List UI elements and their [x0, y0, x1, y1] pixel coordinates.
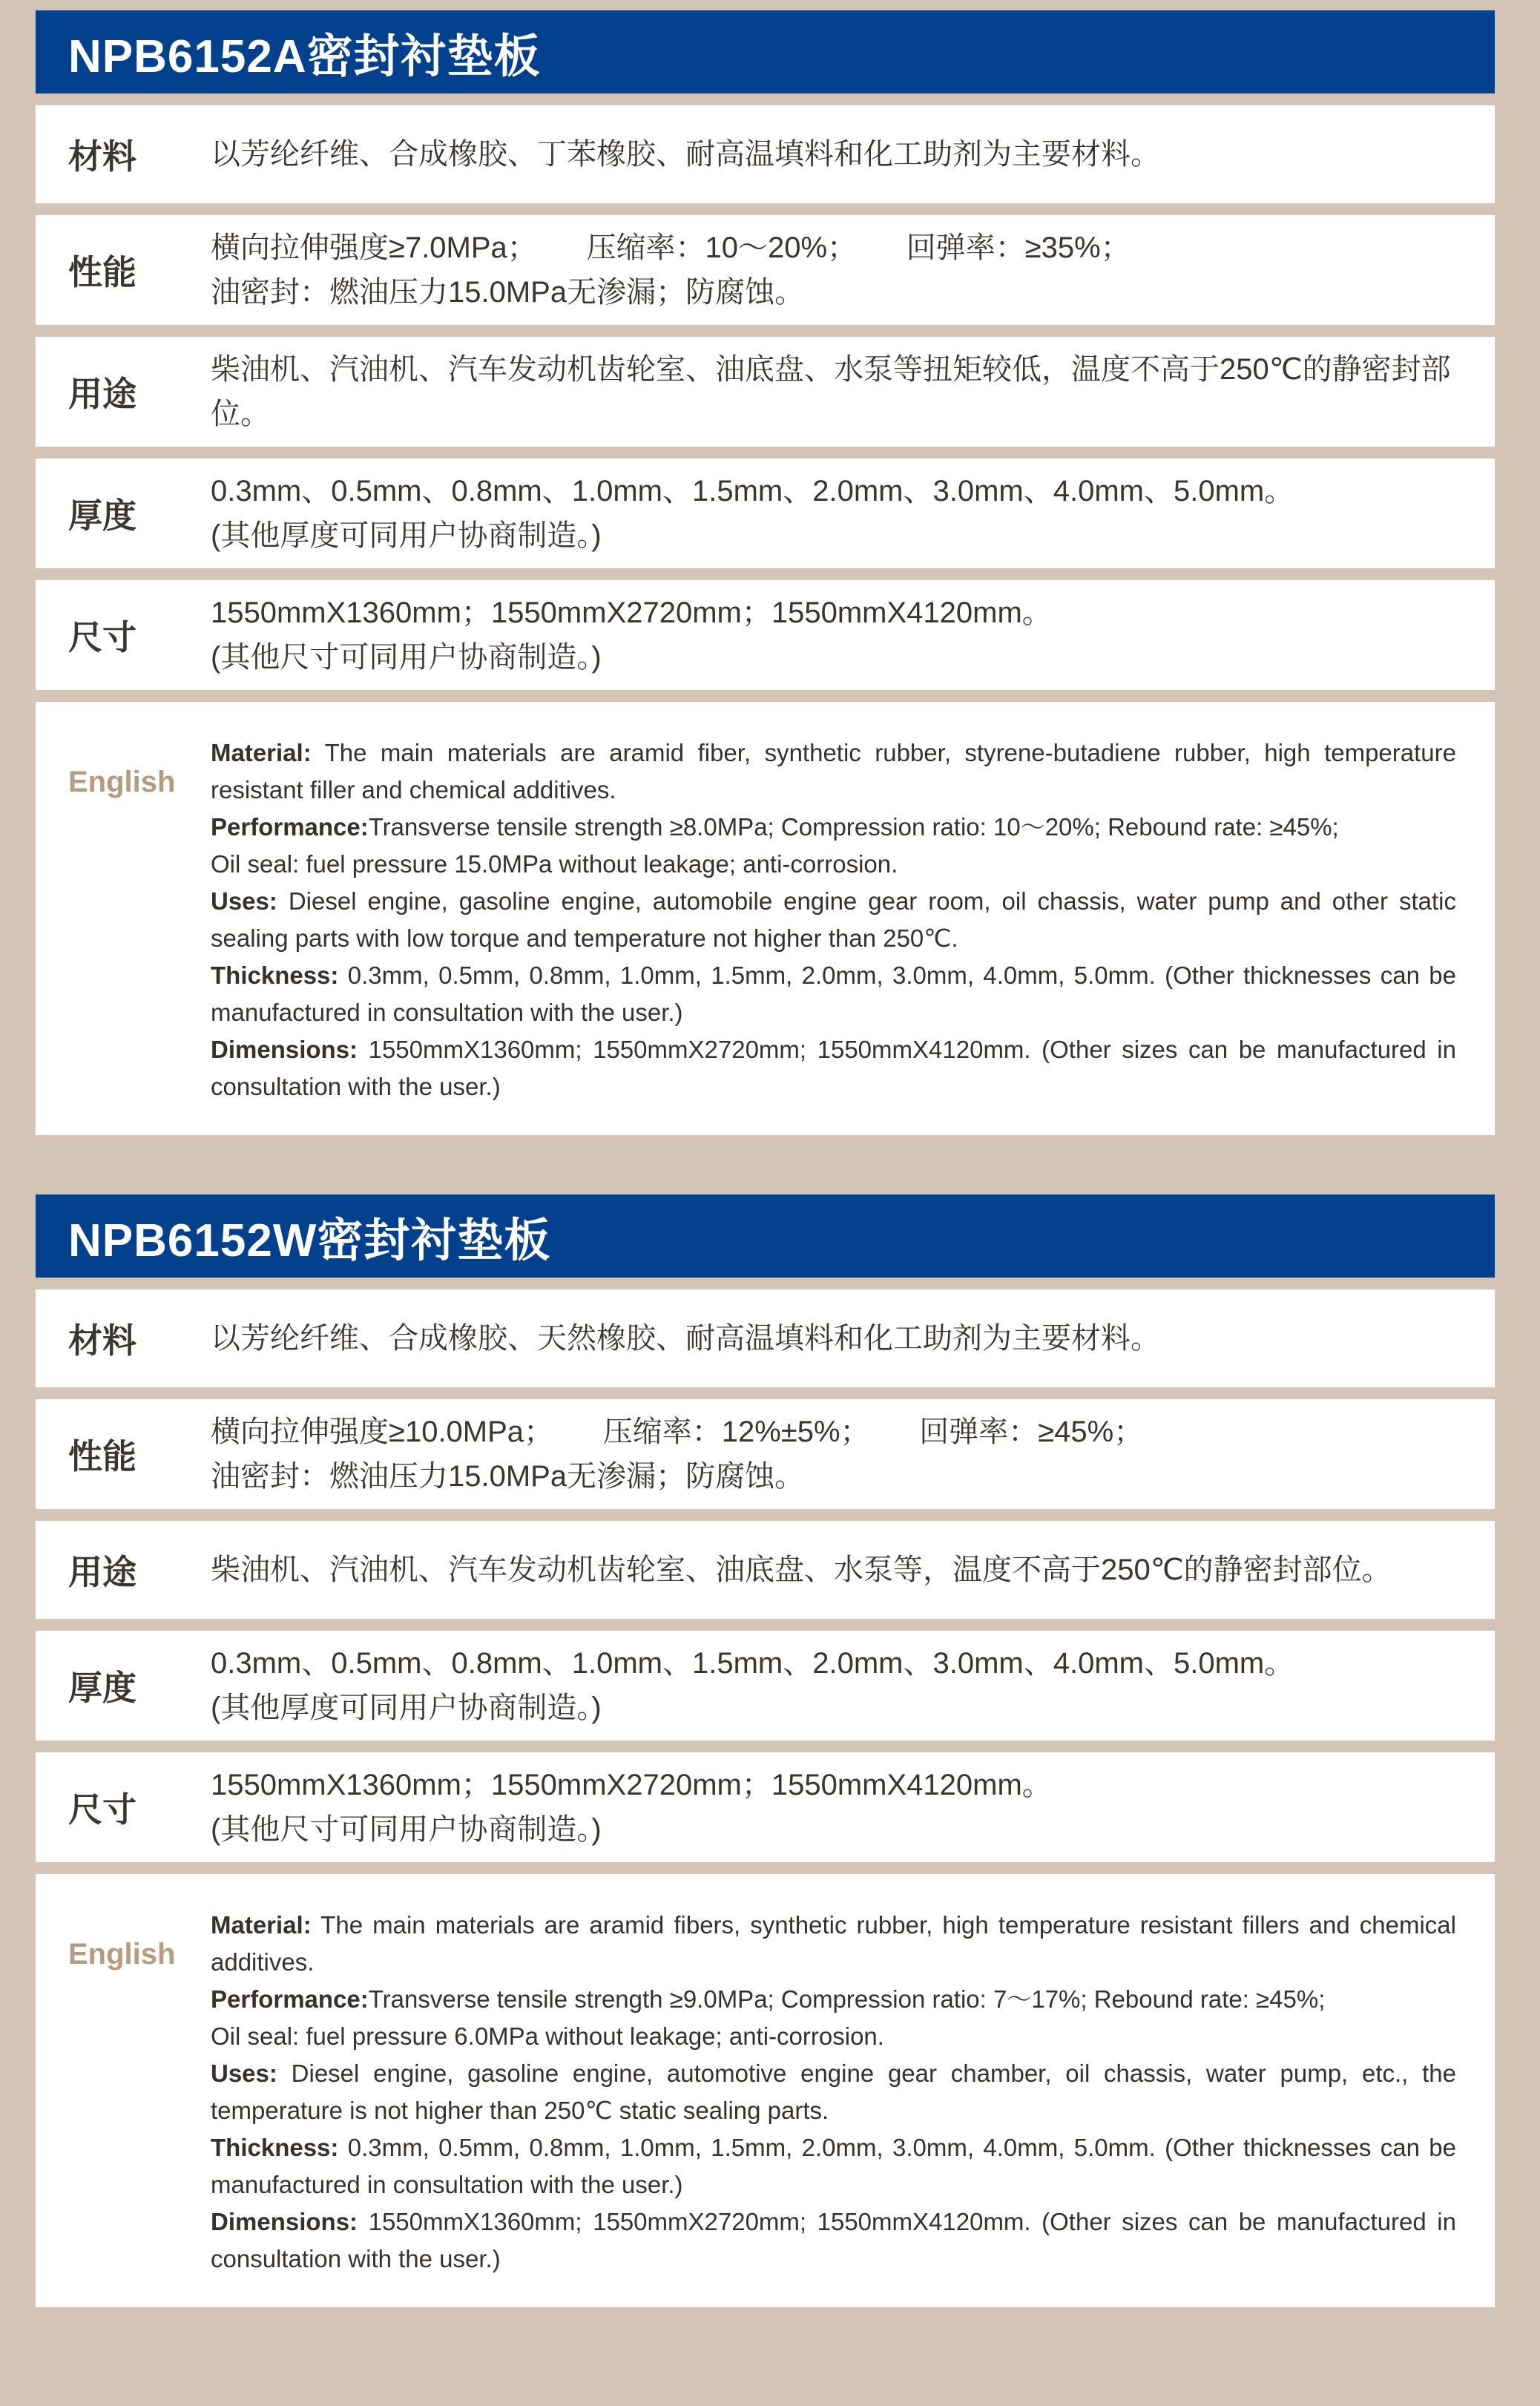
product-title: NPB6152A密封衬垫板 [68, 30, 541, 82]
english-section-label: English [68, 766, 176, 798]
spec-label-dimensions: 尺寸 [68, 1790, 136, 1829]
spec-label-thickness: 厚度 [68, 1669, 136, 1707]
spec-value-line: (其他厚度可同用户协商制造。) [211, 1692, 602, 1724]
english-paragraph-thickness: Thickness: 0.3mm, 0.5mm, 0.8mm, 1.0mm, 1.5mm, 2.0mm, 3.0mm, 4.0mm, 5.0mm. (Other thicknesses can be manufactured in consultation with the user.) [211, 962, 1456, 1026]
spec-value-line: 横向拉伸强度≥7.0MPa； 压缩率：10～20%； 回弹率：≥35%； [211, 231, 1131, 264]
spec-value-line: 以芳纶纤维、合成橡胶、丁苯橡胶、耐高温填料和化工助剂为主要材料。 [211, 138, 1160, 171]
english-paragraph-uses: Uses: Diesel engine, gasoline engine, automotive engine gear chamber, oil chassis, water pump, etc., the temperature is not higher than 250℃ static sealing parts. [211, 2060, 1456, 2124]
spec-row-material [36, 1289, 1495, 1387]
spec-value-line: (其他尺寸可同用户协商制造。) [211, 641, 602, 674]
english-section [36, 702, 1495, 1135]
english-paragraph-oil-seal: Oil seal: fuel pressure 15.0MPa without leakage; anti-corrosion. [211, 850, 898, 878]
spec-value-line: (其他尺寸可同用户协商制造。) [211, 1813, 602, 1846]
spec-label-uses: 用途 [68, 1553, 136, 1591]
product-card-npb6152a [36, 10, 1495, 1135]
product-card-npb6152w [36, 1194, 1495, 2307]
spec-content-dimensions [211, 591, 1495, 680]
spec-value-line: 横向拉伸强度≥10.0MPa； 压缩率：12%±5%； 回弹率：≥45%； [211, 1416, 1144, 1448]
spec-row-thickness [36, 1631, 1495, 1741]
spec-content-performance [211, 226, 1495, 315]
spec-label-dimensions: 尺寸 [68, 618, 136, 657]
spec-label-performance: 性能 [68, 253, 136, 292]
spec-label-thickness: 厚度 [68, 496, 136, 535]
spec-row-uses [36, 1521, 1495, 1619]
english-section-content [211, 734, 1495, 1105]
product-header [36, 10, 1495, 93]
spec-value-line: (其他厚度可同用户协商制造。) [211, 519, 602, 552]
product-header [36, 1194, 1495, 1278]
spec-content-dimensions [211, 1763, 1495, 1852]
english-paragraph-dimensions: Dimensions: 1550mmX1360mm; 1550mmX2720mm; 1550mmX4120mm. (Other sizes can be manufactured in consultation with the user.) [211, 1036, 1456, 1100]
spec-value-line: 1550mmX1360mm；1550mmX2720mm；1550mmX4120mm。 [211, 596, 1052, 629]
english-paragraph-oil-seal: Oil seal: fuel pressure 6.0MPa without leakage; anti-corrosion. [211, 2022, 884, 2050]
spec-row-dimensions [36, 580, 1495, 690]
spec-content-thickness [211, 1641, 1495, 1730]
spec-content-material [211, 1316, 1495, 1361]
spec-value-line: 柴油机、汽油机、汽车发动机齿轮室、油底盘、水泵等扭矩较低，温度不高于250℃的静密封部位。 [211, 353, 1451, 430]
product-title: NPB6152W密封衬垫板 [68, 1214, 551, 1266]
english-section-content [211, 1907, 1495, 2278]
english-paragraph-thickness: Thickness: 0.3mm, 0.5mm, 0.8mm, 1.0mm, 1.5mm, 2.0mm, 3.0mm, 4.0mm, 5.0mm. (Other thicknesses can be manufactured in consultation with the user.) [211, 2134, 1456, 2198]
spec-value-line: 0.3mm、0.5mm、0.8mm、1.0mm、1.5mm、2.0mm、3.0mm、4.0mm、5.0mm。 [211, 1647, 1294, 1680]
spec-row-uses [36, 337, 1495, 447]
spec-value-line: 油密封：燃油压力15.0MPa无渗漏；防腐蚀。 [211, 1460, 805, 1493]
english-paragraph-performance: Performance:Transverse tensile strength ≥9.0MPa; Compression ratio: 7～17%; Rebound rate: ≥45%; [211, 1985, 1326, 2013]
spec-value-line: 0.3mm、0.5mm、0.8mm、1.0mm、1.5mm、2.0mm、3.0mm、4.0mm、5.0mm。 [211, 475, 1294, 507]
english-paragraph-dimensions: Dimensions: 1550mmX1360mm; 1550mmX2720mm; 1550mmX4120mm. (Other sizes can be manufactured in consultation with the user.) [211, 2208, 1456, 2272]
english-section [36, 1874, 1495, 2307]
spec-row-dimensions [36, 1752, 1495, 1862]
spec-row-performance [36, 1399, 1495, 1509]
english-paragraph-material: Material: The main materials are aramid fiber, synthetic rubber, styrene-butadiene rubber, high temperature resistant filler and chemical additives. [211, 739, 1456, 803]
spec-label-material: 材料 [68, 137, 136, 176]
english-paragraph-performance: Performance:Transverse tensile strength ≥8.0MPa; Compression ratio: 10～20%; Rebound rate: ≥45%; [211, 813, 1339, 841]
spec-value-line: 1550mmX1360mm；1550mmX2720mm；1550mmX4120mm。 [211, 1769, 1052, 1801]
spec-row-thickness [36, 458, 1495, 568]
spec-row-performance [36, 215, 1495, 325]
english-section-label: English [68, 1938, 176, 1971]
english-paragraph-uses: Uses: Diesel engine, gasoline engine, automobile engine gear room, oil chassis, water pump and other static sealing parts with low torque and temperature not higher than 250℃. [211, 887, 1456, 952]
spec-value-line: 以芳纶纤维、合成橡胶、天然橡胶、耐高温填料和化工助剂为主要材料。 [211, 1322, 1160, 1355]
spec-label-uses: 用途 [68, 375, 136, 413]
spec-label-performance: 性能 [68, 1437, 136, 1476]
spec-content-uses [211, 1548, 1495, 1592]
spec-content-uses [211, 347, 1495, 436]
spec-value-line: 油密封：燃油压力15.0MPa无渗漏；防腐蚀。 [211, 276, 805, 309]
spec-value-line: 柴油机、汽油机、汽车发动机齿轮室、油底盘、水泵等，温度不高于250℃的静密封部位。 [211, 1554, 1392, 1586]
spec-content-material [211, 132, 1495, 177]
spec-row-material [36, 105, 1495, 203]
spec-content-thickness [211, 469, 1495, 558]
spec-content-performance [211, 1410, 1495, 1499]
english-paragraph-material: Material: The main materials are aramid fibers, synthetic rubber, high temperature resistant fillers and chemical additives. [211, 1911, 1456, 1976]
spec-label-material: 材料 [68, 1321, 136, 1360]
